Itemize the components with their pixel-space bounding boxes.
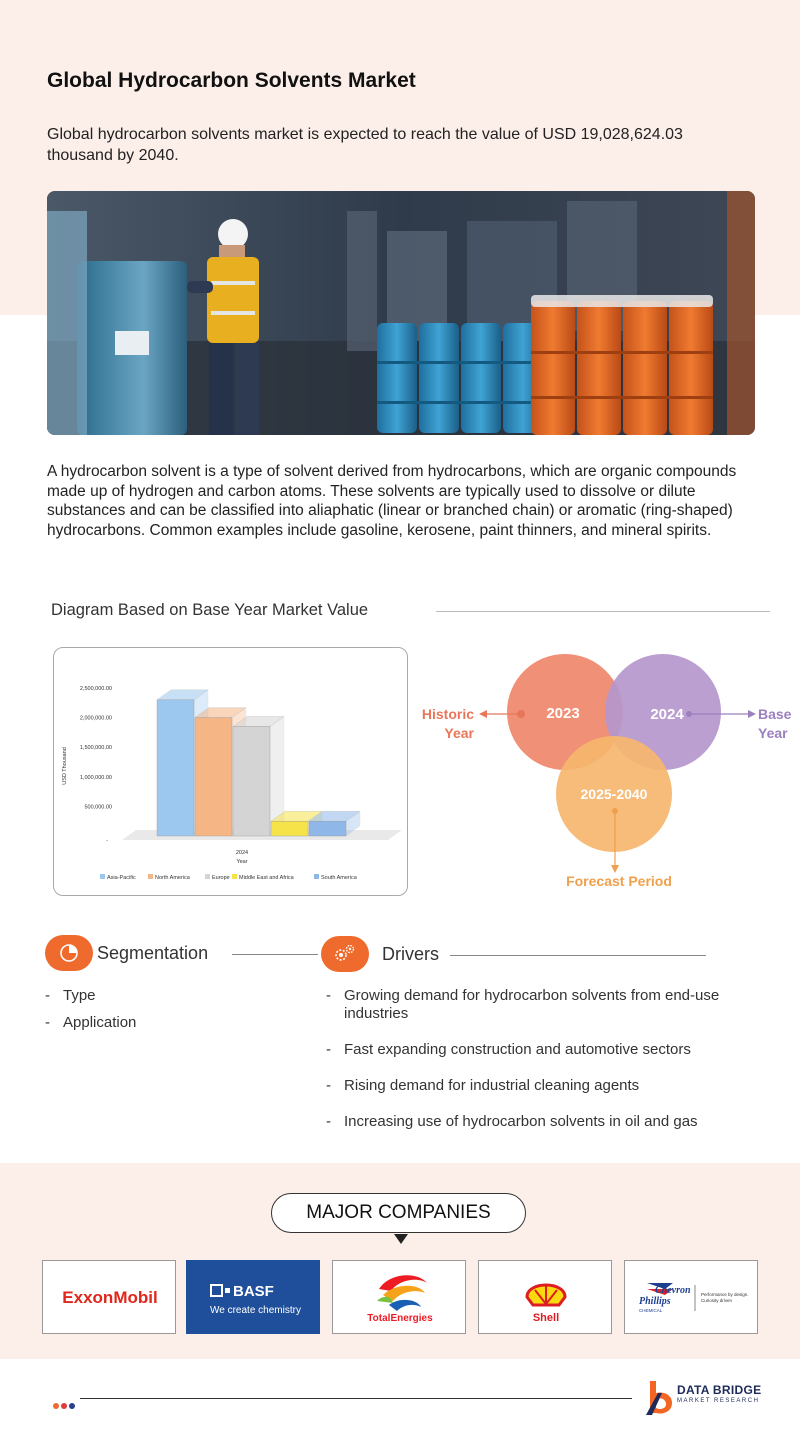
legend-swatch [314,874,319,879]
driver-item: - Rising demand for industrial cleaning agents [326,1077,746,1095]
segment-type: - Type [45,987,285,1005]
segmentation-rule [232,954,318,955]
y-tick-label: 500,000.00 [84,804,112,811]
y-tick-label: 2,000,000.00 [79,715,112,722]
bar [309,821,346,836]
timeline-venn [415,640,800,900]
y-axis-label: USD Thousand [62,747,68,785]
totalenergies-wordmark: TotalEnergies [367,1313,433,1324]
down-arrow-icon [394,1234,408,1244]
footer-dots [53,1396,77,1414]
legend-swatch [232,874,237,879]
legend-swatch [205,874,210,879]
shell-wordmark: Shell [532,1312,560,1324]
basf-wordmark: BASF [233,1283,274,1300]
exxonmobil-logo [42,1260,176,1334]
x-tick-label: 2024 [235,850,249,856]
historic-label: Historic [421,706,474,722]
chevron-wordmark: Chevron [655,1285,691,1296]
historic-arrow-icon [479,710,487,718]
gears-icon [321,936,369,972]
y-tick-label: 1,000,000.00 [79,774,112,781]
bar [271,821,308,836]
historic-dot [517,710,525,718]
drivers-title: Drivers [382,944,439,964]
base-dot [686,711,692,717]
intro-text: Global hydrocarbon solvents market is expected to reach the value of USD 19,028,624.03 thousand by 2040. [47,126,683,164]
forecast-arrow-icon [611,865,619,873]
base-label-year: Year [758,725,788,741]
segmentation-title: Segmentation [97,943,209,963]
brand-name: DATA BRIDGE [677,1383,762,1397]
forecast-label: Forecast Period [566,873,672,889]
drivers-rule [450,955,706,956]
legend-label: North America [155,875,190,881]
chevron-phillips-logo [624,1260,758,1334]
historic-label-year: Year [444,725,474,741]
legend-swatch [148,874,153,879]
hero-image [47,191,755,435]
bar [233,726,270,836]
diagram-heading: Diagram Based on Base Year Market Value [51,601,369,619]
data-bridge-brand [644,1379,774,1415]
data-bridge-logo-icon [644,1379,676,1415]
segment-application: - Application [45,1014,285,1032]
driver-item: - Fast expanding construction and automotive sectors [326,1041,746,1059]
historic-year: 2023 [546,705,580,722]
base-label: Base [758,706,792,722]
y-tick-label: 2,500,000.00 [79,686,112,692]
legend-swatch [100,874,105,879]
bar [157,700,194,836]
exxonmobil-wordmark: ExxonMobil [62,1288,158,1307]
major-companies-heading: MAJOR COMPANIES [271,1193,526,1233]
forecast-years: 2025-2040 [580,786,648,802]
bar [195,718,232,836]
chevron-tagline-1: Performance by design. [701,1292,749,1297]
base-year: 2024 [650,706,684,723]
totalenergies-logo [332,1260,466,1334]
legend-label: Middle East and Africa [239,875,294,881]
y-tick-label: 1,500,000.00 [79,745,112,752]
y-tick-label: - [106,838,108,844]
x-axis-label: Year [236,859,248,865]
basf-tagline: We create chemistry [210,1305,301,1316]
basf-logo [186,1260,320,1334]
drivers-list [326,987,746,1131]
driver-item: - Growing demand for hydrocarbon solvents from end-use industries [326,987,746,1023]
chevron-tagline-2: Curiosity driven [701,1298,733,1303]
base-arrow-icon [748,710,756,718]
divider [436,611,770,612]
legend-label: Europe [212,875,230,881]
legend-label: Asia-Pacific [107,875,136,881]
forecast-dot [612,808,618,814]
description-text: A hydrocarbon solvent is a type of solvent derived from hydrocarbons, which are organic compounds made up of hydrogen and carbon atoms. These solvents are typically used to dissolve or dilute substances and can be classified into aliaphatic (linear or branched chain) or aromatic (ring-shaped) hydrocarbons. Common examples include gasoline, kerosene, paint thinners, and mineral spirits. [47,463,737,539]
footer-rule [80,1398,632,1399]
page-title: Global Hydrocarbon Solvents Market [47,69,416,92]
shell-logo [478,1260,612,1334]
legend-label: South America [321,875,357,881]
driver-item: - Increasing use of hydrocarbon solvents in oil and gas [326,1113,746,1131]
segmentation-list [45,987,285,1032]
bar-chart [54,648,409,897]
brand-subtitle: MARKET RESEARCH [677,1398,760,1404]
chemical-wordmark: CHEMICAL [639,1308,663,1313]
chart-card [53,647,408,896]
pie-chart-icon [45,935,93,971]
phillips-wordmark: Phillips [639,1296,671,1307]
